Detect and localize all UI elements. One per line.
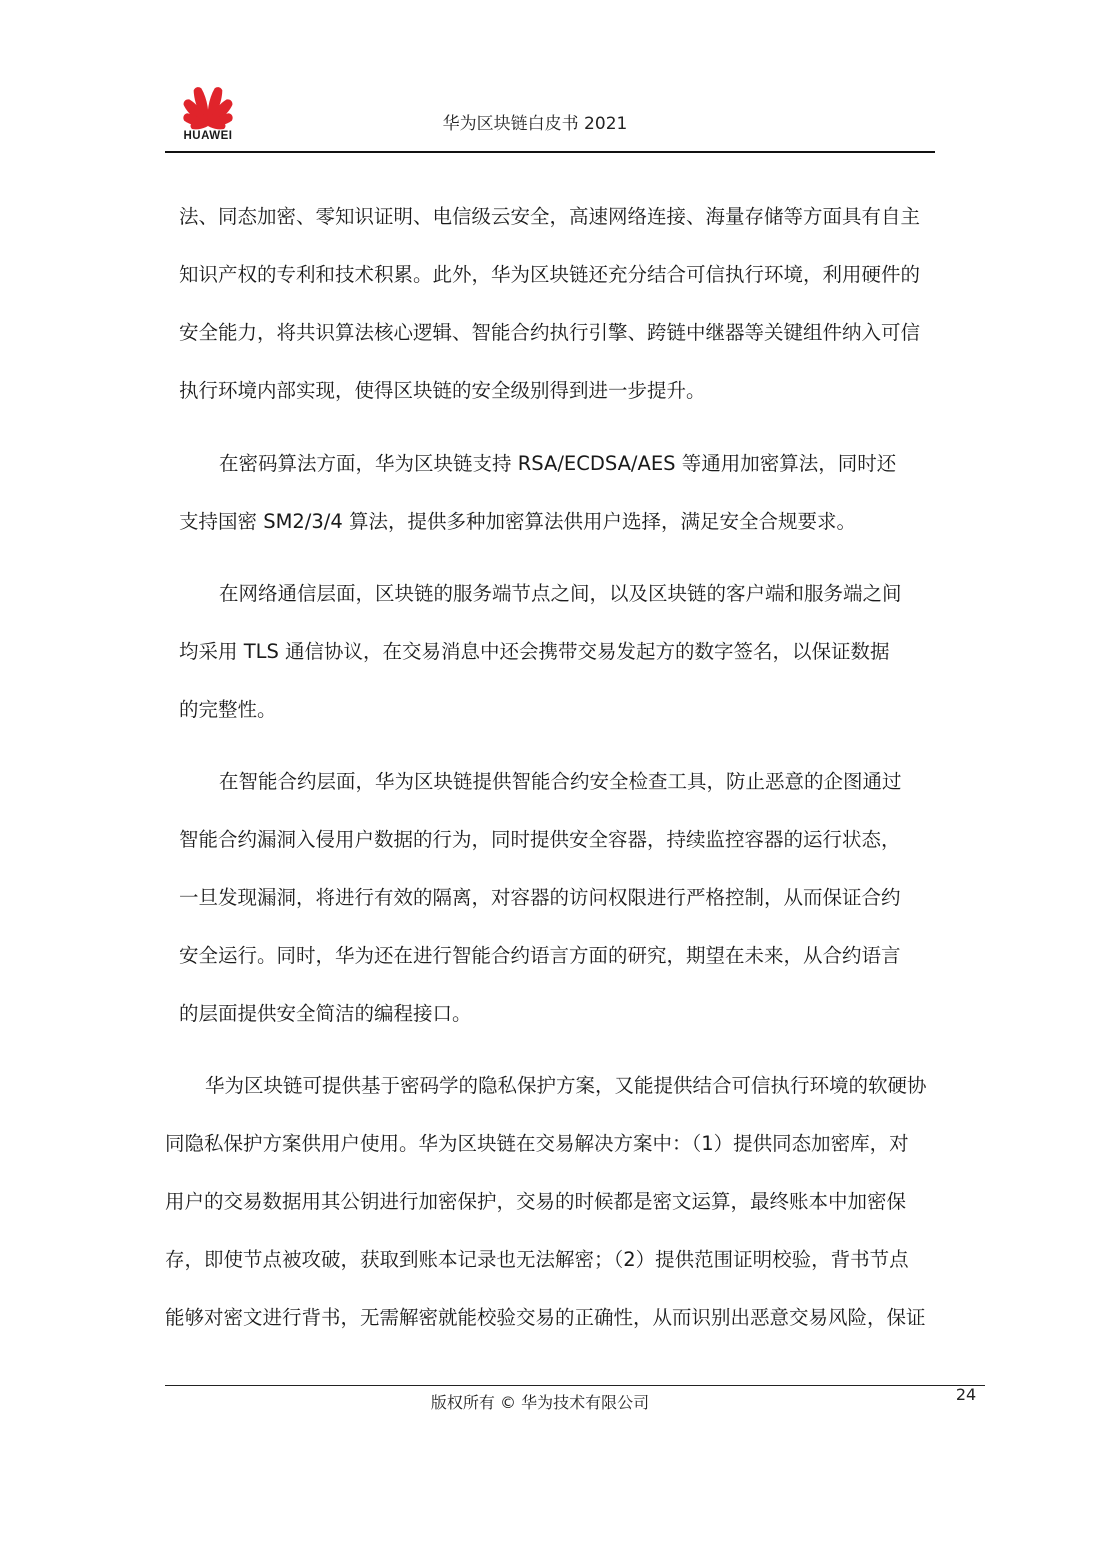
body-line: 在密码算法方面，华为区块链支持 RSA/ECDSA/AES 等通用加密算法，同时还	[219, 452, 897, 475]
logo-wordmark: HUAWEI	[183, 130, 233, 142]
page-number: 24	[955, 1385, 977, 1404]
body-line: 支持国密 SM2/3/4 算法，提供多种加密算法供用户选择，满足安全合规要求。	[179, 510, 856, 533]
body-line: 安全能力，将共识算法核心逻辑、智能合约执行引擎、跨链中继器等关键组件纳入可信	[179, 321, 921, 344]
body-line: 智能合约漏洞入侵用户数据的行为，同时提供安全容器，持续监控容器的运行状态，	[179, 828, 901, 851]
body-line: 用户的交易数据用其公钥进行加密保护，交易的时候都是密文运算，最终账本中加密保	[165, 1190, 907, 1213]
body-line: 的层面提供安全简洁的编程接口。	[179, 1002, 472, 1025]
body-line: 一旦发现漏洞，将进行有效的隔离，对容器的访问权限进行严格控制，从而保证合约	[179, 886, 901, 909]
body-line: 均采用 TLS 通信协议，在交易消息中还会携带交易发起方的数字签名，以保证数据	[179, 640, 890, 663]
body-line: 安全运行。同时，华为还在进行智能合约语言方面的研究，期望在未来，从合约语言	[179, 944, 901, 967]
body-line: 华为区块链可提供基于密码学的隐私保护方案，又能提供结合可信执行环境的软硬协	[205, 1074, 927, 1097]
body-line: 法、同态加密、零知识证明、电信级云安全，高速网络连接、海量存储等方面具有自主	[179, 205, 921, 228]
footer-copyright: 版权所有 © 华为技术有限公司	[430, 1393, 650, 1412]
body-line: 存，即使节点被攻破，获取到账本记录也无法解密；（2）提供范围证明校验，背书节点	[165, 1248, 909, 1271]
body-line: 在网络通信层面，区块链的服务端节点之间，以及区块链的客户端和服务端之间	[219, 582, 902, 605]
footer-divider	[165, 1385, 985, 1386]
body-line: 能够对密文进行背书，无需解密就能校验交易的正确性，从而识别出恶意交易风险，保证	[165, 1306, 926, 1329]
body-line: 知识产权的专利和技术积累。此外，华为区块链还充分结合可信执行环境，利用硬件的	[179, 263, 921, 286]
body-line: 同隐私保护方案供用户使用。华为区块链在交易解决方案中：（1）提供同态加密库，对	[165, 1132, 909, 1155]
huawei-petal-icon	[176, 84, 240, 130]
body-line: 在智能合约层面，华为区块链提供智能合约安全检查工具，防止恶意的企图通过	[219, 770, 902, 793]
body-line: 执行环境内部实现，使得区块链的安全级别得到进一步提升。	[179, 379, 706, 402]
body-line: 的完整性。	[179, 698, 277, 721]
huawei-logo	[176, 84, 240, 146]
header-divider	[165, 151, 935, 153]
page-header-title: 华为区块链白皮书 2021	[442, 114, 628, 134]
